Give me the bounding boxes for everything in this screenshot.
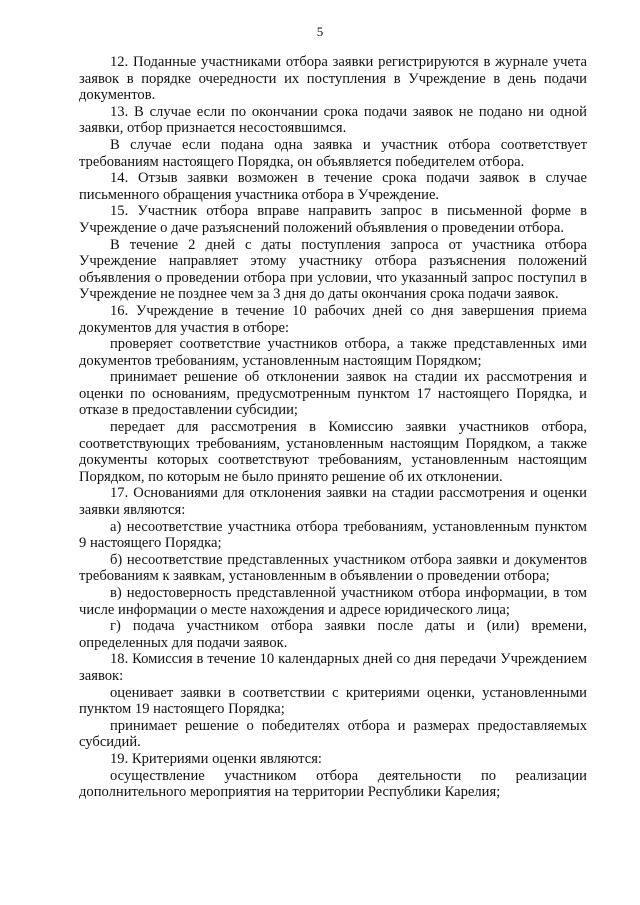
paragraph-15-clarification-terms: В течение 2 дней с даты поступления запроса от участника отбора Учреждение направляет этому участнику отбора разъяснения положений объявления о проведении отбора при условии, что указанный запрос поступил в Учреждение не позднее чем за 3 дня до даты окончания срока подачи заявок. (79, 236, 587, 303)
paragraph-15-clarification-request: 15. Участник отбора вправе направить запрос в письменной форме в Учреждение о даче разъяснений положений объявления о проведении отбора. (79, 203, 587, 236)
paragraph-17-rejection-grounds: 17. Основаниями для отклонения заявки на стадии рассмотрения и оценки заявки являются: (79, 485, 587, 519)
paragraph-17-item-a: а) несоответствие участника отбора требованиям, установленным пунктом 9 настоящего Порядка; (79, 518, 587, 552)
paragraph-16-checks-compliance: проверяет соответствие участников отбора, а также представленных ими документов требованиям, установленным настоящим Порядком; (79, 336, 587, 369)
paragraph-16-rejection-decision: принимает решение об отклонении заявок на стадии их рассмотрения и оценки по основаниям, предусмотренным пунктом 17 настоящего Порядка, и отказе в предоставлении субсидии; (79, 369, 587, 419)
paragraph-18-evaluates: оценивает заявки в соответствии с критериями оценки, установленными пунктом 19 настоящего Порядка; (79, 684, 587, 718)
paragraph-17-item-b: б) несоответствие представленных участником отбора заявки и документов требованиям к заявкам, установленным в объявлении о проведении отбора; (79, 551, 587, 585)
paragraph-17-item-v: в) недостоверность представленной участником отбора информации, в том числе информации о месте нахождения и адресе юридического лица; (79, 585, 587, 618)
paragraph-12-registration: 12. Поданные участниками отбора заявки регистрируются в журнале учета заявок в порядке очередности их поступления в Учреждение в день подачи документов. (79, 54, 587, 104)
paragraph-18-decides-winners: принимает решение о победителях отбора и размерах предоставляемых субсидий. (79, 717, 587, 751)
paragraph-19-criteria-intro: 19. Критериями оценки являются: (110, 750, 322, 767)
paragraph-14-withdrawal: 14. Отзыв заявки возможен в течение срока подачи заявок в случае письменного обращения участника отбора в Учреждение. (79, 170, 587, 203)
paragraph-18-commission: 18. Комиссия в течение 10 календарных дней со дня передачи Учреждением заявок: (79, 651, 587, 684)
paragraph-13-single-application: В случае если подана одна заявка и участник отбора соответствует требованиям настоящего Порядка, он объявляется победителем отбора. (79, 136, 587, 170)
paragraph-17-item-g: г) подача участником отбора заявки после даты и (или) времени, определенных для подачи заявок. (79, 618, 587, 651)
paragraph-19-criterion-activity: осуществление участником отбора деятельности по реализации дополнительного мероприятия на территории Республики Карелия; (79, 767, 587, 801)
paragraph-16-review-intro: 16. Учреждение в течение 10 рабочих дней со дня завершения приема документов для участия в отборе: (79, 302, 587, 336)
document-body (79, 54, 587, 801)
page-number: 5 (316, 24, 324, 39)
paragraph-13-no-applications: 13. В случае если по окончании срока подачи заявок не подано ни одной заявки, отбор признается несостоявшимся. (79, 103, 587, 137)
paragraph-16-transfer-to-commission: передает для рассмотрения в Комиссию заявки участников отбора, соответствующих требованиям, установленным настоящим Порядком, а также документы которых соответствуют требованиям, установленным настоящим Порядком, по которым не было принято решение об их отклонении. (79, 419, 587, 485)
